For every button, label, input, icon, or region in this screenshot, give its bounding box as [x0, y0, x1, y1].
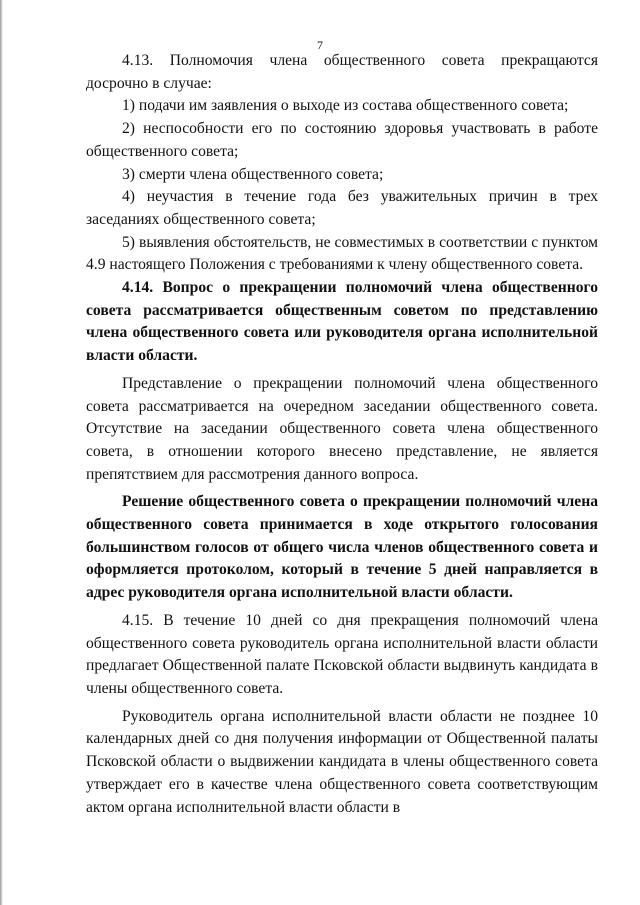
list-item-3: 3) смерти члена общественного совета;	[122, 165, 384, 183]
paragraph-4-14: 4.14. Вопрос о прекращении полномочий члена общественного совета рассматривается общественным советом по представлению члена общественного совета или руководителя органа исполнительной власти области.	[86, 279, 598, 365]
document-body	[86, 50, 598, 819]
list-item-4: 4) неучастия в течение года без уважительных причин в трех заседаниях общественного совета;	[86, 188, 598, 228]
scan-edge-shadow	[0, 0, 3, 905]
list-item-5: 5) выявления обстоятельств, не совместимых в соответствии с пунктом 4.9 настоящего Положения с требованиями к члену общественного совета.	[86, 233, 598, 274]
paragraph-decision: Решение общественного совета о прекращении полномочий члена общественного совета принимается в ходе открытого голосования большинством голосов от общего числа членов общественного совета и оформляется протоколом, который в течение 5 дней направляется в адрес руководителя органа исполнительной власти области.	[86, 493, 598, 602]
list-item-1: 1) подачи им заявления о выходе из состава общественного совета;	[122, 97, 569, 115]
paragraph-head-approval: Руководитель органа исполнительной власти области не позднее 10 календарных дней со дня получения информации от Общественной палаты Псковской области о выдвижении кандидата в члены общественного совета утверждает его в качестве члена общественного совета соответствующим актом органа исполнительной власти области в	[86, 707, 598, 816]
page-number: 7	[317, 38, 323, 52]
paragraph-4-15: 4.15. В течение 10 дней со дня прекращения полномочий члена общественного совета руководитель органа исполнительной власти области предлагает Общественной палате Псковской области выдвинуть кандидата в члены общественного совета.	[86, 611, 598, 697]
paragraph-representation: Представление о прекращении полномочий члена общественного совета рассматривается на очередном заседании общественного совета. Отсутствие на заседании общественного совета члена общественного совета, в отношении которого внесено представление, не является препятствием для рассмотрения данного вопроса.	[86, 374, 598, 483]
list-item-2: 2) неспособности его по состоянию здоровья участвовать в работе общественного совета;	[86, 120, 598, 160]
paragraph-4-13: 4.13. Полномочия члена общественного совета прекращаются досрочно в случае:	[86, 52, 598, 92]
